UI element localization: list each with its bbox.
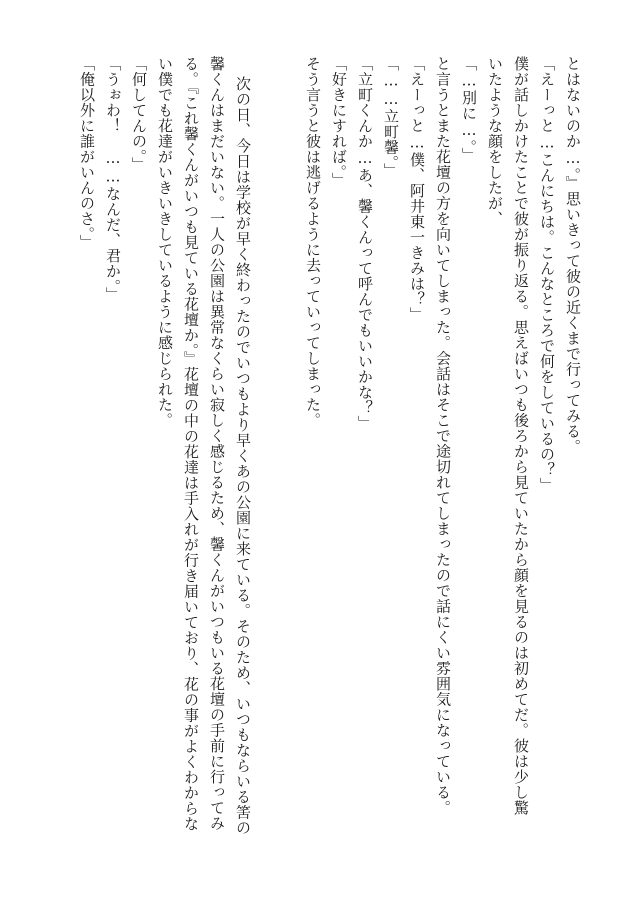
text-line: とはないのか…。』思いきって彼の近くまで行ってみる。	[564, 56, 582, 455]
dialogue-line: 「…別に…。」	[460, 56, 478, 163]
dialogue-line: 「何してんの。」	[130, 56, 148, 173]
text-line: いたような顔をしたが、	[486, 56, 504, 227]
text-line: い僕でも花達がいきいきしているように感じられた。	[156, 56, 174, 428]
text-line: そう言うと彼は逃げるように去っていってしまった。	[304, 56, 322, 428]
dialogue-line: 「うぉわ！ ……なんだ、君か。」	[104, 56, 122, 303]
dialogue-line: 「えーっと…僕、阿井東一きみは？」	[408, 56, 426, 323]
dialogue-line: 「立町くんか…あ、馨くんって呼んでもいいかな？」	[356, 56, 374, 431]
text-line: 馨くんはまだいない。一人の公園は異常なくらい寂しく感じるため、馨くんがいつもいる花壇の手前に行ってみ	[208, 56, 226, 831]
text-line: と言うとまた花壇の方を向いてしまった。会話はそこで途切れてしまったので話にくい雰囲気になっている。	[434, 56, 452, 816]
text-line: る。『これ馨くんがいつも見ている花壇か。』花壇の中の花達は手入れが行き届いており、花の事がよくわからな	[182, 56, 200, 832]
dialogue-line: 「好きにすれば。」	[330, 56, 348, 188]
text-line: 次の日、今日は学校が早く終わったのでいつもより早くあの公園に来ている。そのため、いつもならいる筈の	[234, 76, 252, 836]
text-line: 僕が話しかけたことで彼が振り返る。思えばいつも後ろから見ていたから顔を見るのは初めてだ。彼は少し驚	[512, 56, 530, 816]
dialogue-line: 「えーっと…こんにちは。こんなところで何をしているの？」	[538, 56, 556, 493]
dialogue-line: 「俺以外に誰がいんのさ。」	[78, 56, 96, 250]
dialogue-line: 「……立町馨。」	[382, 56, 400, 179]
